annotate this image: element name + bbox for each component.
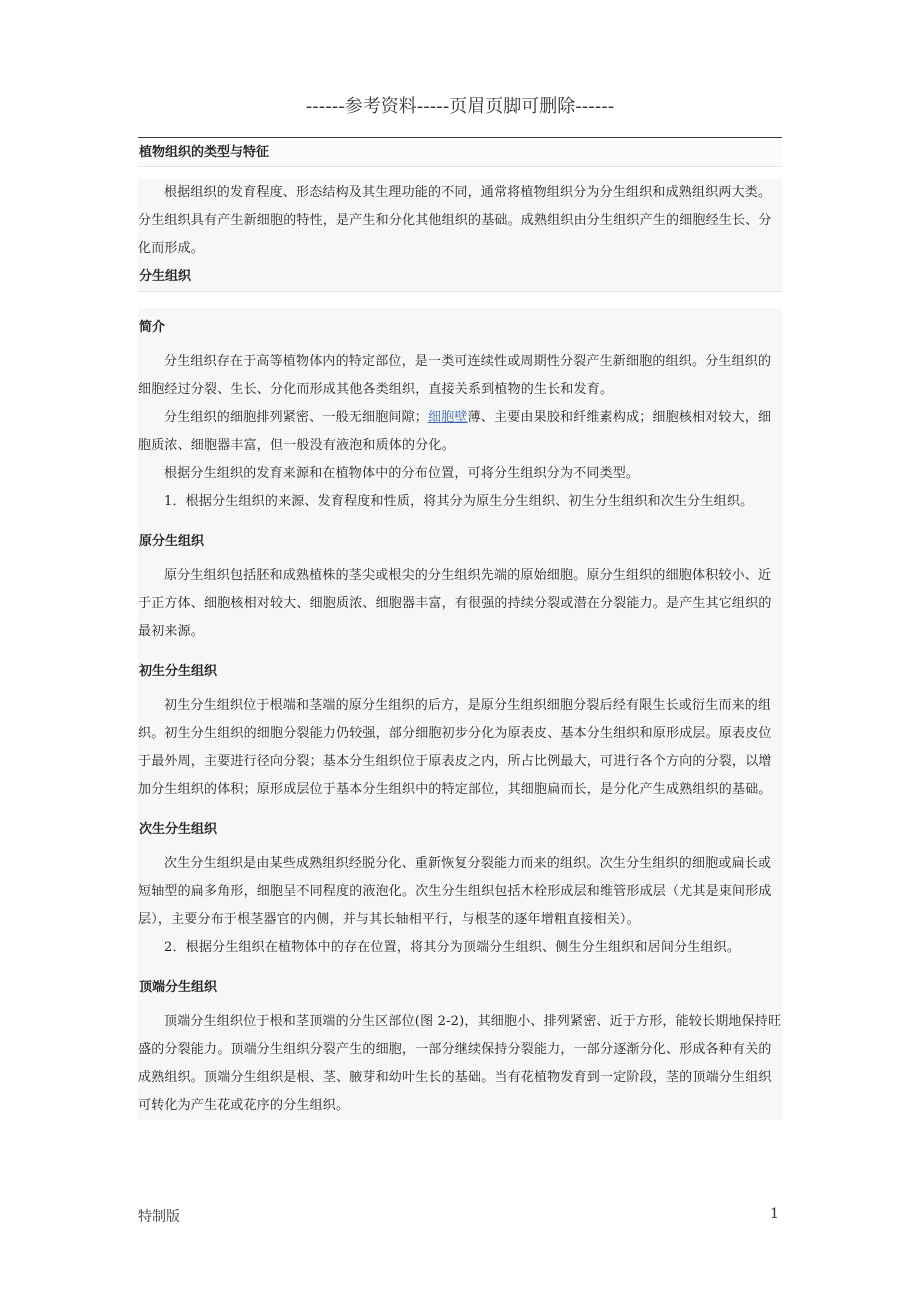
- heading-intro: 简介: [139, 320, 166, 335]
- heading-primary-meristem: 初生分生组织: [139, 664, 218, 679]
- page-number: 1: [770, 1206, 779, 1222]
- secondary-meristem-paragraph: 次生分生组织是由某些成熟组织经脱分化、重新恢复分裂能力而来的组织。次生分生组织的细胞或扁长或短轴型的扁多角形，细胞呈不同程度的液泡化。次生分生组织包括木栓形成层和维管形成层（尤其是束间形成层），主要分布于根茎器官的内侧，并与其长轴相平行，与根茎的逐年增粗直接相关）。: [138, 856, 772, 927]
- header-rule: [138, 137, 782, 138]
- primary-meristem-paragraph: 初生分生组织位于根端和茎端的原分生组织的后方，是原分生组织细胞分裂后经有限生长或衍生而来的组织。初生分生组织的细胞分裂能力仍较强，部分细胞初步分化为原表皮、基本分生组织和原形成层。原表皮位于最外周，主要进行径向分裂；基本分生组织位于原表皮之内，所占比例最大，可进行各个方向的分裂，以增加分生组织的体积；原形成层位于基本分生组织中的特定部位，其细胞扁而长，是分化产生成熟组织的基础。: [138, 698, 772, 797]
- intro-p1: 分生组织存在于高等植物体内的特定部位，是一类可连续性或周期性分裂产生新细胞的组织。分生组织的细胞经过分裂、生长、分化而形成其他各类组织，直接关系到植物的生长和发育。: [138, 354, 772, 397]
- spacer: [138, 167, 782, 177]
- cell-wall-link[interactable]: 细胞壁: [428, 410, 468, 425]
- main-block: [138, 308, 782, 1120]
- intro-paragraph: 根据组织的发育程度、形态结构及其生理功能的不同，通常将植物组织分为分生组织和成熟组织两大类。分生组织具有产生新细胞的特性，是产生和分化其他组织的基础。成熟组织由分生组织产生的细胞经生长、分化而形成。: [138, 185, 772, 256]
- intro-p2: [138, 404, 782, 460]
- intro-p4: 1．根据分生组织的来源、发育程度和性质，将其分为原生分生组织、初生分生组织和次生分生组织。: [164, 494, 754, 509]
- promeristem-paragraph: 原分生组织包括胚和成熟植株的茎尖或根尖的分生组织先端的原始细胞。原分生组织的细胞体积较小、近于正方体、细胞核相对较大、细胞质浓、细胞器丰富，有很强的持续分裂或潜在分裂能力。是产生其它组织的最初来源。: [138, 568, 772, 639]
- article-title: 植物组织的类型与特征: [138, 139, 782, 167]
- intro-p2-after: 薄、主要由果胶和纤维素构成；细胞核相对较大，细胞质浓、细胞器丰富，但一般没有液泡和质体的分化。: [138, 410, 772, 453]
- article-content: [138, 139, 782, 1120]
- heading-secondary-meristem: 次生分生组织: [139, 822, 218, 837]
- header-note: ------参考资料-----页眉页脚可删除------: [305, 96, 615, 117]
- intro-block: [138, 179, 782, 292]
- secondary-meristem-paragraph-2: 2．根据分生组织在植物体中的存在位置，将其分为顶端分生组织、侧生分生组织和居间分生组织。: [164, 940, 741, 955]
- heading-apical-meristem: 顶端分生组织: [139, 980, 218, 995]
- section-heading-meristem: 分生组织: [138, 263, 782, 292]
- footer-label: 特制版: [138, 1209, 180, 1225]
- spacer: [138, 292, 782, 308]
- heading-promeristem: 原分生组织: [139, 534, 205, 549]
- apical-meristem-paragraph: 顶端分生组织位于根和茎顶端的分生区部位(图 2-2)，其细胞小、排列紧密、近于方形，能较长期地保持旺盛的分裂能力。顶端分生组织分裂产生的细胞，一部分继续保持分裂能力，一部分逐渐分化、形成各种有关的成熟组织。顶端分生组织是根、茎、腋芽和幼叶生长的基础。当有花植物发育到一定阶段，茎的顶端分生组织可转化为产生花或花序的分生组织。: [138, 1014, 782, 1113]
- intro-p3: 根据分生组织的发育来源和在植物体中的分布位置，可将分生组织分为不同类型。: [164, 466, 640, 481]
- intro-p2-before: 分生组织的细胞排列紧密、一般无细胞间隙；: [164, 410, 429, 425]
